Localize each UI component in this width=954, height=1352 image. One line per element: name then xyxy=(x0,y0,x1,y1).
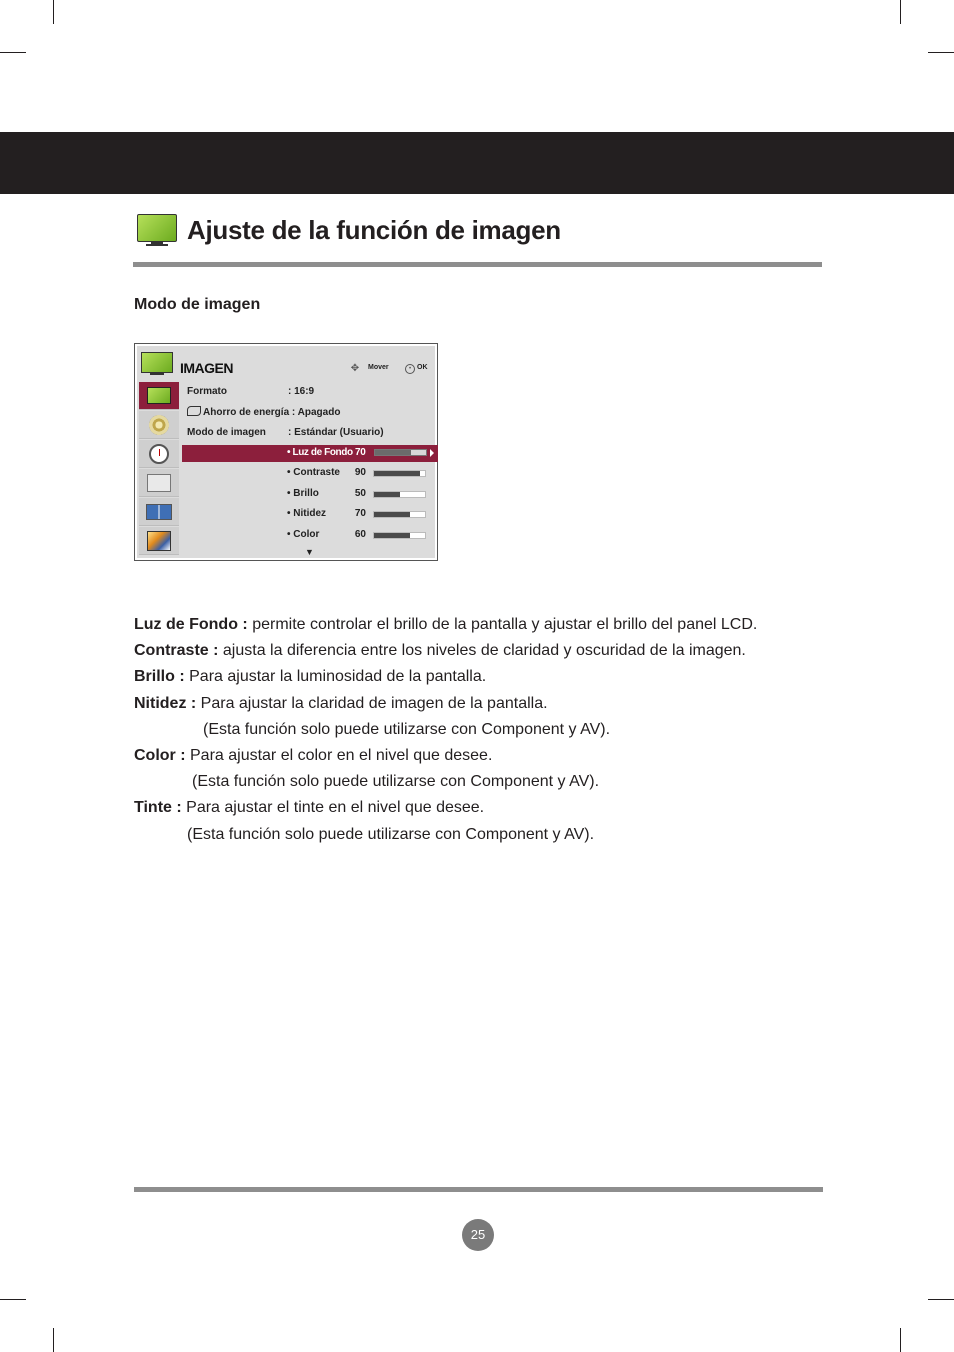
sub-item-value: 50 xyxy=(354,488,366,499)
osd-header xyxy=(137,346,435,380)
briefcase-icon xyxy=(147,474,171,492)
sidebar-item-picture[interactable] xyxy=(139,382,179,410)
leaf-icon xyxy=(187,406,201,416)
desc-note xyxy=(134,769,834,795)
osd-tv-icon xyxy=(141,352,173,376)
speaker-icon xyxy=(149,415,169,435)
osd-ok-label: OK xyxy=(417,364,428,371)
desc-line xyxy=(134,795,834,821)
sub-item-label: • Contraste xyxy=(287,467,340,478)
sidebar-item-options[interactable] xyxy=(139,469,179,497)
title-block xyxy=(137,212,561,248)
photo-icon xyxy=(147,531,171,551)
desc-line xyxy=(134,612,834,638)
level-bar xyxy=(373,532,426,539)
row-label: Formato xyxy=(187,386,227,397)
desc-line xyxy=(134,691,834,717)
osd-title: IMAGEN xyxy=(180,360,233,376)
row-label: Ahorro de energía : Apagado xyxy=(203,407,341,418)
footer-divider xyxy=(134,1187,823,1192)
sub-item-value: 90 xyxy=(354,467,366,478)
sub-item-label: • Brillo xyxy=(287,488,319,499)
crop-mark xyxy=(928,52,954,53)
desc-text: Para ajustar la claridad de imagen de la pantalla. xyxy=(196,694,548,712)
row-value: : 16:9 xyxy=(288,386,315,397)
chevron-right-icon xyxy=(430,449,434,457)
desc-text: Para ajustar el tinte en el nivel que desee. xyxy=(181,799,485,817)
row-value: : Estándar (Usuario) xyxy=(288,427,384,438)
crop-mark xyxy=(900,0,901,24)
tv-monitor-icon xyxy=(137,214,177,246)
desc-term: Tinte : xyxy=(134,799,182,817)
page-number: 25 xyxy=(462,1219,494,1251)
page-title: Ajuste de la función de imagen xyxy=(187,214,561,245)
desc-note xyxy=(134,822,834,848)
level-bar xyxy=(373,491,426,498)
crop-mark xyxy=(900,1328,901,1352)
level-bar xyxy=(373,511,426,518)
desc-term: Color : xyxy=(134,747,186,765)
sidebar-item-screen[interactable] xyxy=(139,498,179,526)
desc-line xyxy=(134,743,834,769)
sub-item-label: • Color xyxy=(287,529,320,540)
osd-selected-row[interactable] xyxy=(182,445,438,462)
ok-button-icon: • xyxy=(405,364,415,374)
level-bar xyxy=(373,470,426,477)
sidebar-item-time[interactable] xyxy=(139,440,179,468)
desc-term: Nitidez : xyxy=(134,694,197,712)
sub-item-label: • Nitidez xyxy=(287,508,327,519)
desc-term: Luz de Fondo : xyxy=(134,616,248,633)
scroll-down-arrow-icon[interactable]: ▼ xyxy=(305,547,314,557)
move-arrows-icon: ✥ xyxy=(350,363,360,374)
sidebar-item-audio[interactable] xyxy=(139,411,179,439)
desc-text: (Esta función solo puede utilizarse con Component y AV). xyxy=(187,825,595,843)
title-divider xyxy=(133,262,822,267)
feature-descriptions xyxy=(134,612,834,848)
header-band xyxy=(0,132,954,194)
level-bar xyxy=(374,449,427,456)
sidebar-item-photo[interactable] xyxy=(139,527,179,555)
desc-note xyxy=(134,717,834,743)
desc-text: Para ajustar el color en el nivel que desee. xyxy=(185,747,493,765)
split-screen-icon xyxy=(146,504,172,520)
osd-sidebar xyxy=(139,382,181,558)
clock-icon xyxy=(149,444,169,464)
osd-menu-screenshot xyxy=(134,343,438,561)
crop-mark xyxy=(53,1328,54,1352)
sub-item-value: 70 xyxy=(354,508,366,519)
desc-text: Para ajustar la luminosidad de la pantalla. xyxy=(184,668,487,686)
desc-text: (Esta función solo puede utilizarse con Component y AV). xyxy=(203,720,611,738)
row-label: Modo de imagen xyxy=(187,427,266,438)
crop-mark xyxy=(53,0,54,24)
crop-mark xyxy=(0,52,26,53)
desc-text: ajusta la diferencia entre los niveles de claridad y oscuridad de la imagen. xyxy=(218,642,746,660)
desc-term: Brillo : xyxy=(134,668,185,686)
section-title: Modo de imagen xyxy=(134,296,261,313)
desc-term: Contraste : xyxy=(134,642,219,660)
sub-item-value: 60 xyxy=(354,529,366,540)
desc-line xyxy=(134,664,834,690)
desc-text: permite controlar el brillo de la pantalla y ajustar el brillo del panel LCD. xyxy=(247,616,758,633)
desc-text: (Esta función solo puede utilizarse con Component y AV). xyxy=(192,773,600,791)
crop-mark xyxy=(928,1299,954,1300)
tv-picture-icon xyxy=(147,387,171,404)
crop-mark xyxy=(0,1299,26,1300)
osd-move-label: Mover xyxy=(368,364,389,371)
desc-line xyxy=(134,638,834,664)
sub-item-label: • Luz de Fondo 70 xyxy=(287,447,366,458)
